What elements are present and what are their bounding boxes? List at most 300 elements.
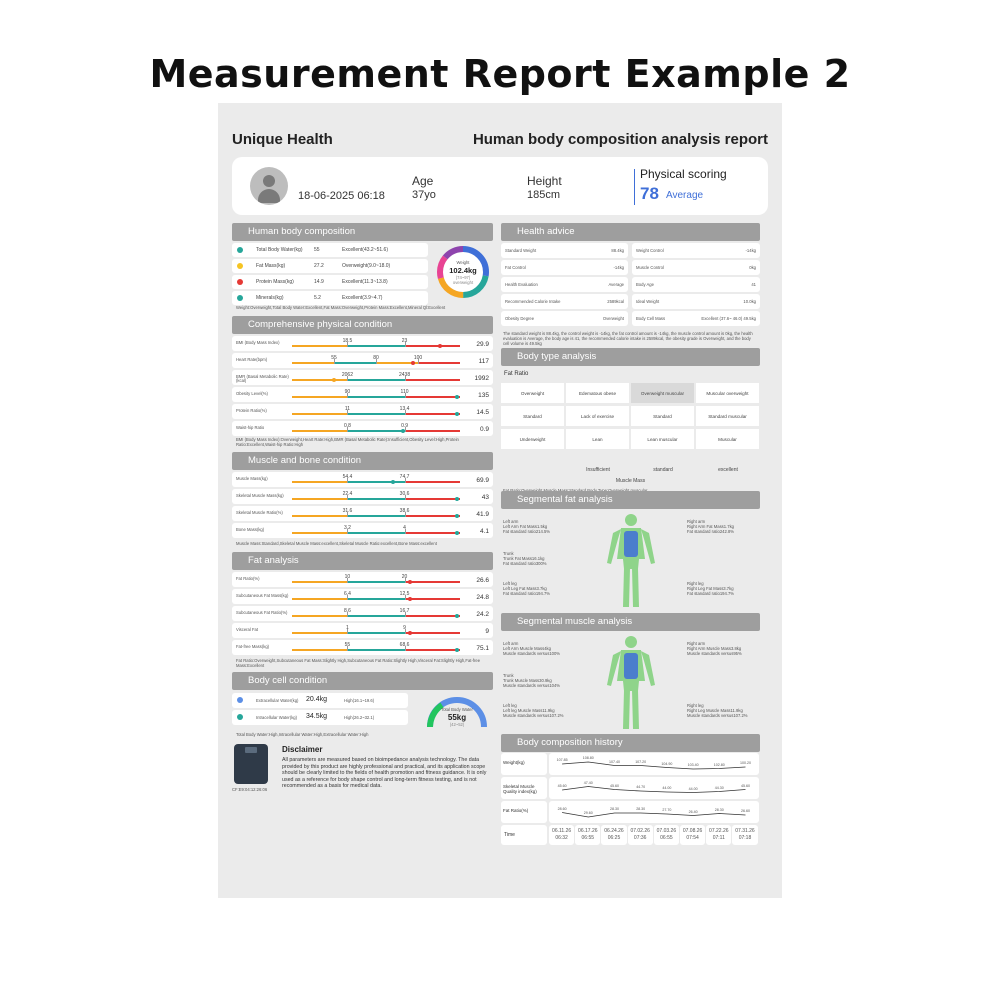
range-bar-segment [405,632,460,634]
range-tick-label: 80 [373,355,379,361]
range-bar-segment [292,632,347,634]
body-type-cell: Lack of exercise [566,406,629,426]
body-composition-rows [232,243,432,307]
right-leg-text: Right leg [687,703,704,708]
range-bar-segment [347,632,404,634]
advice-cell-left [501,243,628,258]
donut-status: overweight [452,280,474,285]
range-tick-mark [347,342,348,347]
metric-value: 43 [481,493,489,501]
range-tick-mark [418,359,419,364]
range-bar-segment [405,581,460,583]
range-tick-mark [405,612,406,617]
range-tick-label: 55 [331,355,337,361]
time-clock: 06:55 [660,835,673,841]
range-tick-mark [347,629,348,634]
time-date: 07.08.26 [682,828,703,834]
range-tick-mark [347,427,348,432]
composition-row [232,259,428,273]
range-marker-icon [438,344,442,348]
height-label: Height [527,174,562,188]
section-health-advice: Health advice [501,223,760,241]
body-type-cell: Edematous obese [566,383,629,403]
left-arm-text: Left Arm Fat Mass1.5kg [503,524,548,529]
donut-label: Weight [456,260,470,265]
metric-name: Waist-hip Ratio [236,424,265,430]
left-leg-text: Muscle standards versus107.2% [503,713,564,718]
metric-value: 0.9 [479,425,489,433]
cell-dot-icon [237,714,243,720]
body-type-cell: Lean [566,429,629,449]
range-bar-segment [292,498,347,500]
metric-name: Subcutaneous Fat Mass(kg) [236,592,289,598]
cell-status: High(26.2~32.1) [344,715,375,720]
composition-value: 5.2 [314,295,321,301]
range-tick-mark [405,410,406,415]
history-label: Weight(kg) [503,760,525,765]
metric-row [232,370,493,385]
time-date: 07.03.26 [656,828,677,834]
range-tick-label: 22.4 [342,491,353,497]
time-label-cell [501,825,547,845]
body-type-cell: Underweight [501,429,564,449]
left-arm-text: Left arm [503,519,519,524]
trunk-text: Muscle standards versus104% [503,683,561,688]
score-divider [634,169,635,205]
section-segmental-fat: Segmental fat analysis [501,491,760,509]
range-bar-segment [418,362,460,364]
time-cell [575,825,600,845]
metric-name: Heart Rate(bpm) [236,356,268,362]
history-table [501,753,760,853]
range-bar-segment [405,515,460,517]
age-label: Age [412,174,434,188]
history-value: 108.80 [582,756,594,760]
advice-name: Body Cell Mass [636,316,666,321]
metric-name: Protein Ratio(%) [236,407,267,413]
left-leg-text: Left Leg Fat Mass3.7kg [503,586,547,591]
time-cell [732,825,757,845]
section-comprehensive: Comprehensive physical condition [232,316,493,334]
left-arm-text: Fat standard ratio214.5% [503,529,551,534]
time-date: 06.17.26 [578,828,598,834]
range-bar-segment [292,413,347,415]
metric-row [232,404,493,419]
time-cell [549,825,574,845]
metric-row [232,640,493,655]
left-leg-text: Left leg [503,703,517,708]
metric-row [232,421,493,436]
advice-name: Body Age [636,282,654,287]
range-tick-mark [405,529,406,534]
range-tick-mark [405,342,406,347]
range-bar-segment [347,481,404,483]
section-segmental-muscle: Segmental muscle analysis [501,613,760,631]
body-figure [603,513,659,609]
metric-value: 24.2 [476,610,489,618]
range-tick-mark [347,578,348,583]
right-leg-text: Right Leg Muscle Mass11.9kg [687,708,743,713]
metric-name: Fat Ratio(%) [236,575,260,581]
range-tick-mark [347,410,348,415]
cell-value: 34.5kg [306,713,328,720]
metric-row [232,336,493,351]
report-title: Human body composition analysis report [472,131,768,148]
metric-value: 41.9 [476,510,489,518]
composition-value: 14.9 [314,279,324,285]
range-tick-label: 2438 [398,372,411,378]
advice-cell-right [632,277,760,292]
time-clock: 06:32 [555,835,568,841]
advice-name: Ideal Weight [636,299,660,304]
advice-name: Obesity Degree [505,316,535,321]
advice-name: Health Evaluation [505,282,538,287]
avatar-body-icon [258,189,280,203]
history-value: 107.40 [608,759,620,764]
composition-dot-icon [237,279,243,285]
cell-name: Extracellular Water(kg) [256,698,299,703]
range-bar-segment [405,345,460,347]
advice-name: Standard Weight [505,248,537,253]
metric-value: 75.1 [476,644,489,652]
composition-name: Protein Mass(kg) [256,279,294,285]
range-marker-icon [455,648,459,652]
gauge-label: Total Body Water [441,707,473,712]
range-bar-segment [405,379,460,381]
range-bar-segment [405,649,460,651]
advice-name: Recommended Calorie Intake [505,299,561,304]
time-clock: 06:25 [607,835,621,841]
x-label-excellent: excellent [718,467,738,473]
body-type-cell: Muscular [696,429,759,449]
advice-cell-left [501,294,628,309]
range-marker-icon [455,614,459,618]
composition-name: Fat Mass(kg) [256,263,286,269]
time-cell [706,825,731,845]
range-marker-icon [408,631,412,635]
range-tick-label: 0.8 [343,423,351,429]
range-tick-mark [347,595,348,600]
history-label-cell [501,777,547,799]
metric-value: 117 [478,357,489,365]
range-bar-segment [347,598,404,600]
range-tick-mark [347,393,348,398]
trunk-text: Trunk Fat Mass16.1kg [503,556,545,561]
history-value: 107.20 [635,759,647,764]
range-tick-label: 74.7 [399,474,410,480]
range-bar-segment [334,362,376,364]
range-bar-segment [405,430,460,432]
range-tick-label: 18.5 [342,338,353,344]
disclaimer-title: Disclaimer [282,745,323,754]
score-label: Physical scoring [640,167,727,181]
history-value: 26.60 [740,809,750,813]
range-bar-segment [292,598,347,600]
right-leg-text: Muscle standards versus107.2% [687,713,748,718]
history-value: 44.30 [714,785,724,790]
disclaimer-text: All parameters are measured based on bioimpedance analysis technology. The data provided by this product are highly professional and practical, and its application scope should be clearly limited to the fields of health promotion and fitness guidance. It is only used as a reference for body shape control and long-term fitness testing, and is not recommended as a basis for medical data. [282,757,487,790]
time-cell [654,825,679,845]
composition-name: Minerals(kg) [256,295,284,301]
donut-range: (74~97) [455,275,471,280]
section-fat-analysis: Fat analysis [232,552,493,570]
composition-status: Excellent(3.9~4.7) [342,295,383,301]
range-bar-segment [347,532,404,534]
range-bar-segment [347,396,404,398]
time-date: 07.22.26 [709,828,729,834]
range-marker-icon [411,361,415,365]
range-bar-segment [405,413,460,415]
height-value: 185cm [527,189,561,201]
range-tick-mark [334,359,335,364]
trunk-text: Fat standard ratio300% [503,561,547,566]
x-label-standard: standard [653,467,673,473]
comprehensive-footer: BMI (Body Mass Index):Overweight,Heart Rate:High,BMR (Basal Metabolic Rate):Insufficient,Obesity Level:High,Protein Ratio:Excellent,Waist-hip Ratio:High [236,437,459,447]
right-arm-text: Muscle standards versus95% [687,651,742,656]
metric-name: Obesity Level(%) [236,390,268,396]
range-bar-segment [405,498,460,500]
range-tick-label: 30.6 [399,491,410,497]
metric-name: BMI (Body Mass Index) [236,339,280,345]
range-tick-label: 90 [344,389,351,395]
body-cell-footer: Total Body Water:High,Intracellular Water:High,Extracellular Water:High [236,732,369,737]
health-advice-footer: The standard weight is 88.4kg, the control weight is -14kg, the fat control amount is -14kg, the muscle control amount is 0kg, the health evaluation is Average, the body age is 41, the recommended calorie intake is 2589kcal, the obesity grade is Overweight, and the body cell volume is 49.5kg [503,331,753,346]
trunk-text: Trunk [503,551,514,556]
range-bar-segment [347,581,404,583]
composition-dot-icon [237,247,243,253]
advice-name: Fat Control [505,265,526,270]
range-bar-segment [347,345,404,347]
range-tick-mark [405,629,406,634]
range-tick-label: 13.4 [399,406,410,412]
history-value: 104.90 [661,761,673,766]
range-tick-label: 9 [403,625,406,631]
history-label-cell [501,753,547,775]
metric-name: Fat-free Mass(kg) [236,643,270,649]
range-tick-label: 110 [400,389,409,395]
trunk-text: Trunk Muscle Mass30.9kg [503,678,552,683]
left-arm-text: Muscle standards versus100% [503,651,561,656]
composition-status: Overweight(9.0~18.0) [342,263,391,269]
right-arm-text: Right arm [687,641,706,646]
left-leg-text: Left leg [503,581,517,586]
range-marker-icon [332,378,336,382]
metric-row [232,589,493,604]
avatar [250,167,288,205]
metric-row [232,489,493,504]
muscle-bone-footer: Muscle Mass:Standard,Skeletal Muscle Mass:excellent,Skeletal Muscle Ratio:excellent,Bone Mass:excellent [236,541,437,546]
metric-value: 4.1 [479,527,489,535]
composition-row [232,243,428,257]
advice-cell-left [501,260,628,275]
time-clock: 07:36 [633,835,647,841]
range-bar-segment [405,598,460,600]
range-tick-label: 16.7 [399,608,410,614]
time-date: 07.02.26 [630,828,650,834]
range-bar-segment [347,498,404,500]
history-value: 45.60 [609,783,619,788]
cell-value: 20.4kg [306,696,328,703]
section-history: Body composition history [501,734,760,752]
range-bar-segment [292,615,347,617]
range-tick-label: 23 [401,338,408,344]
range-marker-icon [408,597,412,601]
left-arm-text: Left Arm Muscle Mass4kg [503,646,551,651]
metric-name: Subcutaneous Fat Ratio(%) [236,609,288,615]
metric-value: 26.6 [476,576,489,584]
score-grade: Average [666,190,704,201]
metric-value: 9 [485,627,489,635]
time-cell [601,825,626,845]
range-tick-mark [347,495,348,500]
range-bar-segment [292,649,347,651]
left-arm-text: Left arm [503,641,519,646]
range-bar-segment [292,362,334,364]
cell-dot-icon [237,697,243,703]
history-value: 103.40 [687,763,699,767]
range-tick-label: 100 [413,355,423,361]
brand-name: Unique Health [232,131,333,148]
info-card [232,157,768,215]
advice-name: Weight Control [636,248,664,253]
range-tick-label: 55 [344,642,351,648]
range-marker-icon [391,480,395,484]
metric-value: 69.9 [476,476,489,484]
time-date: 07.31.26 [735,828,755,834]
cell-name: Intracellular Water(kg) [256,715,298,720]
range-bar-segment [347,430,404,432]
cell-status: High(16.1~19.6) [344,698,375,703]
metric-value: 24.8 [476,593,489,601]
history-value: 44.70 [636,785,646,789]
history-value: 102.80 [713,762,725,767]
time-clock: 06:55 [581,835,595,841]
metric-name: Muscle Mass(kg) [236,475,268,481]
history-value: 28.30 [636,807,646,811]
range-tick-label: 20 [401,574,408,580]
advice-name: Muscle Control [636,265,664,270]
history-label: Skeletal Muscle Quality index(kg) [503,784,537,794]
range-tick-label: 54.4 [342,474,353,480]
range-bar-segment [292,532,347,534]
time-label: Time [504,832,515,838]
metric-value: 1992 [474,374,489,382]
segmental-fat-block [501,511,760,613]
history-value: 107.85 [556,758,568,762]
history-value: 44.00 [662,786,672,790]
time-date: 06.24.26 [604,828,624,834]
advice-value: -14kg [745,248,756,253]
body-type-cell: Lean muscular [631,429,694,449]
composition-value: 55 [314,247,320,253]
metric-name: Skeletal Muscle Ratio(%) [236,509,283,515]
history-value: 28.60 [557,806,567,811]
range-tick-label: 31.6 [342,508,353,514]
range-tick-mark [405,393,406,398]
history-value: 26.40 [688,809,698,814]
range-tick-mark [347,612,348,617]
history-label-cell [501,801,547,823]
body-type-cell: Muscular overweight [696,383,759,403]
time-clock: 07:11 [712,835,725,841]
advice-value: Overweight [602,316,624,321]
metric-row [232,472,493,487]
range-tick-label: 1 [346,625,349,631]
range-tick-label: 0.9 [401,423,409,429]
human-body-icon [603,513,659,609]
metric-row [232,523,493,538]
range-marker-icon [455,412,459,416]
range-bar-segment [292,396,347,398]
body-type-cell: Overweight muscular [631,383,694,403]
metric-name: Bone Mass(kg) [236,526,265,532]
advice-cell-right [632,260,760,275]
range-tick-label: 6.4 [343,591,351,597]
time-clock: 07:54 [686,835,699,841]
advice-cell-left [501,277,628,292]
metric-row [232,353,493,368]
history-value: 29.60 [583,811,593,815]
section-body-type: Body type analysis [501,348,760,366]
history-value: 47.40 [583,780,593,785]
range-bar-segment [347,649,404,651]
range-tick-mark [405,478,406,483]
range-tick-label: 12.5 [399,591,410,597]
range-marker-icon [455,531,459,535]
range-tick-mark [405,595,406,600]
range-tick-label: 10 [344,574,351,580]
advice-cell-right [632,294,760,309]
advice-value: Average [608,282,624,287]
fat-ratio-axis-label: Fat Ratio [504,371,529,377]
body-type-cell: Standard [631,406,694,426]
range-tick-label: 4 [403,525,406,531]
history-label: Fat Ratio(%) [503,808,529,813]
advice-value: 88.4kg [611,248,624,253]
advice-value: Excellent (37.6~ 46.0) 49.5kg [701,316,756,321]
range-tick-mark [405,646,406,651]
range-bar-segment [292,581,347,583]
left-leg-text: Left leg Muscle Mass11.9kg [503,708,555,713]
muscle-mass-axis-label: Muscle Mass [615,478,646,484]
range-bar-segment [347,515,404,517]
range-bar-segment [292,481,347,483]
advice-value: 10.0kg [743,299,756,304]
advice-value: 0kg [749,265,756,270]
range-bar-segment [347,413,404,415]
donut-value: 102.4kg [449,266,477,275]
history-value: 28.30 [609,807,619,811]
range-tick-label: 2062 [341,372,353,378]
right-arm-text: Right Arm Muscle Mass3.8kg [687,646,742,651]
range-marker-icon [455,514,459,518]
right-leg-text: Right Leg Fat Mass3.7kg [687,586,734,591]
segmental-muscle-block [501,633,760,733]
report-sheet [218,103,782,898]
metric-row [232,572,493,587]
time-cell [628,825,653,845]
fat-analysis-footer: Fat Ratio:Overweight,Subcutaneous Fat Mass:Slightly High,Subcutaneous Fat Ratio:Slightly High,Visceral Fat:Slightly High,Fat-free Mass:Excellent [236,658,481,668]
gauge-range: (42~52) [449,722,465,727]
device-id: CF:E9:04:12:26:06 [232,787,268,792]
range-tick-label: 3.2 [343,525,351,531]
history-value: 45.60 [740,783,750,788]
metric-row [232,606,493,621]
metric-value: 29.9 [476,340,489,348]
advice-cell-right [632,311,760,326]
time-clock: 07:18 [738,835,752,841]
cell-row [232,710,408,725]
